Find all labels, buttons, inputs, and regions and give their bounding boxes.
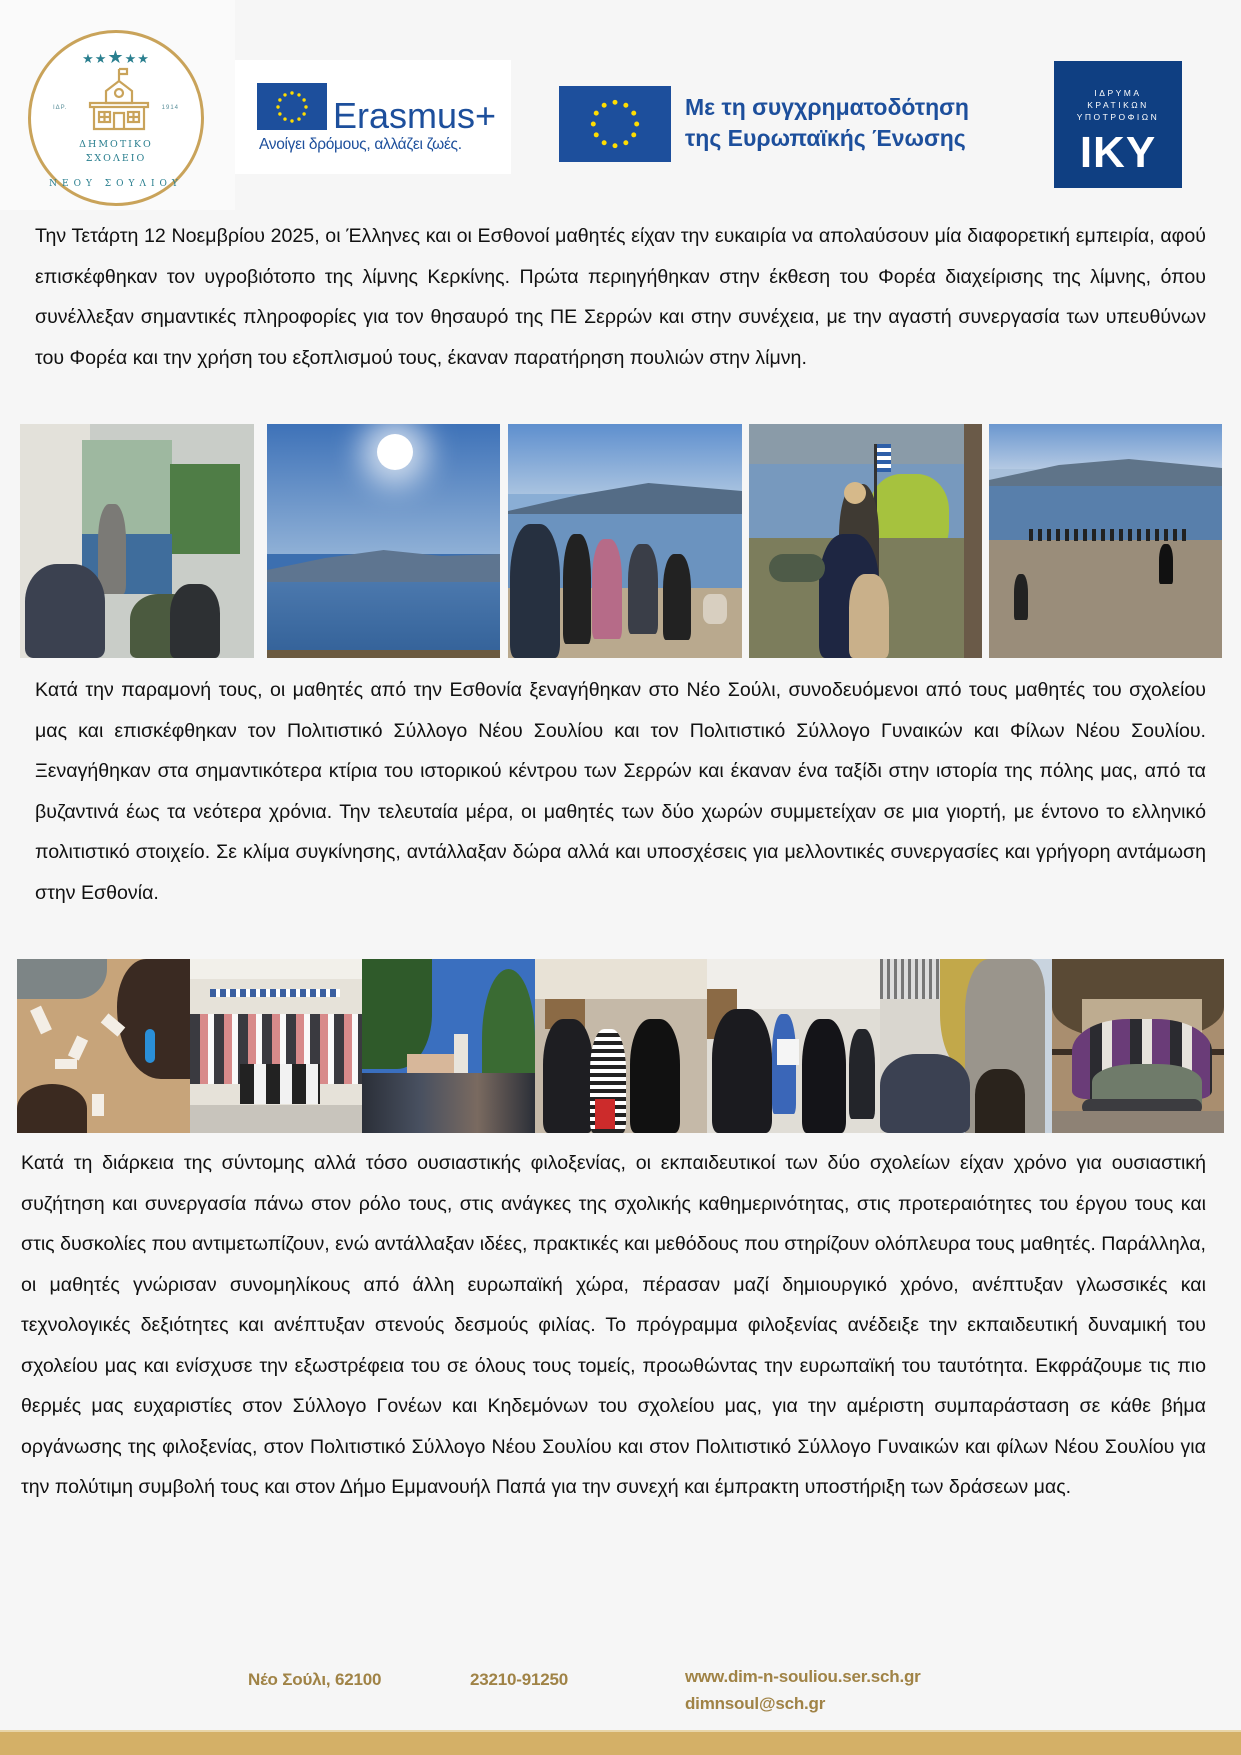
est-year: 1914 [161,105,179,111]
photo-word-cards [17,959,190,1133]
footer-gold-bar [0,1730,1241,1755]
eu-flag-icon [559,86,671,162]
photo-students-lakeshore [508,424,742,658]
footer-website-link[interactable]: www.dim-n-souliou.ser.sch.gr [685,1667,921,1686]
eu-cofunding-text [685,92,969,154]
school-name-line1: ΔΗΜΟΤΙΚΟ [79,139,153,150]
footer-phone[interactable]: 23210-91250 [470,1670,569,1689]
school-name-line3: ΝΕΟΥ ΣΟΥΛΙΟΥ [49,179,183,189]
stars-icon: ★★★★★ [82,47,150,67]
iky-logo [1054,61,1182,188]
photo-group-landing [989,424,1222,658]
photo-spotting-scope [749,424,982,658]
school-logo-area [0,0,235,210]
cofunding-line1: Με τη συγχρηματοδότηση [685,94,969,120]
school-name-line2: ΣΧΟΛΕΙΟ [85,153,147,164]
eu-stars-icon [584,93,646,155]
est-label: ΙΔΡ. [53,105,68,111]
photo-group-pine-tree [1052,959,1224,1133]
erasmus-tagline: Ανοίγει δρόμους, αλλάζει ζωές. [259,136,462,153]
iky-line3: ΥΠΟΤΡΟΦΙΩΝ [1076,112,1160,122]
photo-certificates-group [190,959,362,1133]
photo-sunlit-lake [267,424,500,658]
iky-line2: ΚΡΑΤΙΚΩΝ [1087,100,1149,110]
photo-cultural-club [707,959,880,1133]
erasmus-wordmark: Erasmus+ [333,95,497,136]
photo-guide-at-exhibition [20,424,254,658]
iky-acronym: ΙΚΥ [1079,128,1157,177]
iky-line1: ΙΔΡΥΜΑ [1094,88,1142,98]
photo-monument [362,959,535,1133]
footer-address: Νέο Σούλι, 62100 [248,1670,382,1689]
paragraph-stay-activities: Κατά την παραμονή τους, οι μαθητές από την Εσθονία ξεναγήθηκαν στο Νέο Σούλι, συνοδευόμενοι από τους μαθητές του σχολείου μας και επισκέφθηκαν τον Πολιτιστικό Σύλλογο Νέου Σουλίου και τον Πολιτιστικό Σύλλογο Γυναικών και Φίλων Νέου Σουλίου. Ξεναγήθηκαν στα σημαντικότερα κτίρια του ιστορικού κέντρου των Σερρών και έκαναν ένα ταξίδι στην ιστορία της πόλης μας, από τα βυζαντινά έως τα νεότερα χρόνια. Την τελευταία μέρα, οι μαθητές των δύο χωρών συμμετείχαν σε μια γιορτή, με έντονο το ελληνικό πολιτιστικό στοιχείο. Σε κλίμα συγκίνησης, αντάλλαξαν δώρα αλλά και υποσχέσεις για μελλοντικές συνεργασίες και γρήγορη αντάμωση στην Εσθονία. [35,679,1206,904]
photo-old-plane-tree [880,959,1052,1133]
school-logo [28,30,204,206]
footer-email-link[interactable]: dimnsoul@sch.gr [685,1694,826,1713]
paragraph-teachers-thanks: Κατά τη διάρκεια της σύντομης αλλά τόσο ουσιαστικής φιλοξενίας, οι εκπαιδευτικοί των δύο σχολείων είχαν χρόνο για ουσιαστική συζήτηση και συνεργασία πάνω στον ρόλο τους, στις ανάγκες της σχολικής καθημερινότητας, στις προτεραιότητες του έργου τους και στις δυσκολίες που αντιμετωπίζουν, ενώ αντάλλαξαν ιδέες, πρακτικές και μεθόδους που στηρίζουν ολόπλευρα τους μαθητές. Παράλληλα, οι μαθητές γνώρισαν συνομηλίκους από άλλη ευρωπαϊκή χώρα, πέρασαν μαζί δημιουργικό χρόνο, ανέπτυξαν γλωσσικές και τεχνολογικές δεξιότητες και ανέπτυξαν στενούς δεσμούς φιλίας. Το πρόγραμμα φιλοξενίας ανέδειξε την εκπαιδευτική δυναμική του σχολείου μας και ενίσχυσε την εξωστρέφεια του σε όλους τους τομείς, προωθώντας την ευρωπαϊκή του ταυτότητα. Εκφράζουμε τις πιο θερμές μας ευχαριστίες στον Σύλλογο Γονέων και Κηδεμόνων του σχολείου μας, για την αμέριστη συμπαράσταση σε κάθε βήμα οργάνωσης της φιλοξενίας, στον Πολιτιστικό Σύλλογο Νέου Σουλίου και στον Πολιτιστικό Σύλλογο Γυναικών και φίλων Νέου Σουλίου για την πολύτιμη συμβολή τους και στον Δήμο Εμμανουήλ Παπά για την συνεχή και έμπρακτη υποστήριξη των δράσεων μας. [21,1152,1206,1498]
photo-teachers-gifts [535,959,707,1133]
paragraph-kerkini-visit: Την Τετάρτη 12 Νοεμβρίου 2025, οι Έλληνες και οι Εσθονοί μαθητές είχαν την ευκαιρία να απολαύσουν μία διαφορετική εμπειρία, αφού επισκέφθηκαν τον υγροβιότοπο της λίμνης Κερκίνης. Πρώτα περιηγήθηκαν στην έκθεση του Φορέα διαχείρισης της λίμνης, όπου συνέλλεξαν σημαντικές πληροφορίες για τον θησαυρό της ΠΕ Σερρών και στην συνέχεια, με την αγαστή συνεργασία των υπευθύνων του Φορέα και την χρήση του εξοπλισμού τους, έκαναν παρατήρηση πουλιών στην λίμνη. [35,225,1206,369]
cofunding-line2: της Ευρωπαϊκής Ένωσης [685,125,966,151]
eu-flag-icon [257,83,327,130]
eu-stars-icon [272,87,312,127]
school-building-icon [86,67,152,131]
erasmus-logo [235,60,511,174]
